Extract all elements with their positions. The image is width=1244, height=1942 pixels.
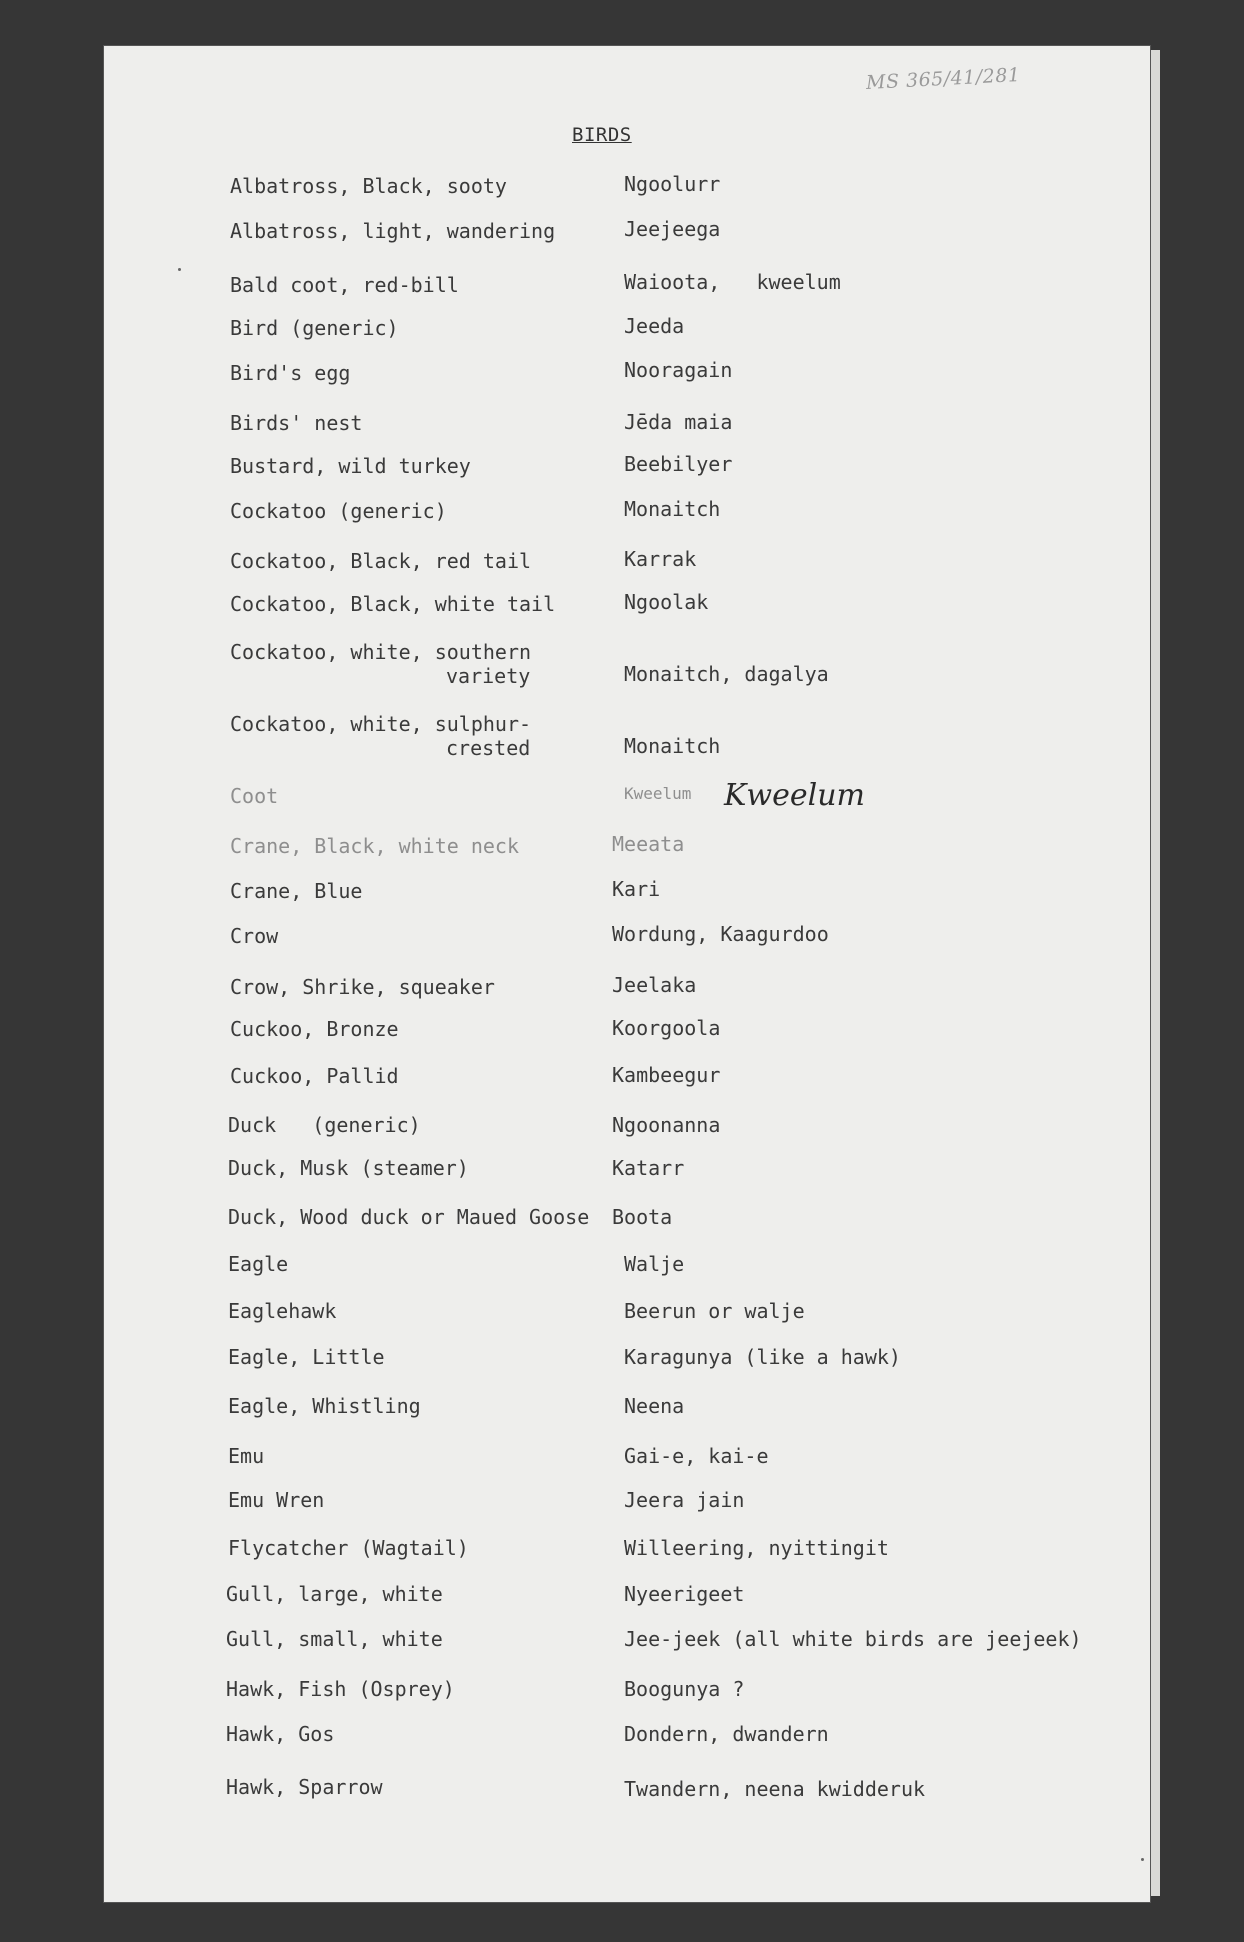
- entry-translation: Willeering, nyittingit: [624, 1536, 889, 1560]
- entry-term: Emu Wren: [228, 1488, 325, 1512]
- archive-reference: MS 365/41/281: [865, 63, 1022, 95]
- entry-term: Crow, Shrike, squeaker: [230, 975, 495, 999]
- page-heading: BIRDS: [572, 124, 632, 146]
- entry-term: Cockatoo, Black, white tail: [230, 592, 556, 616]
- entry-translation: Jeera jain: [624, 1488, 745, 1512]
- entry-translation: Ngoolak: [624, 590, 709, 614]
- entry-term: Cockatoo (generic): [230, 499, 447, 523]
- entry-term: Hawk, Gos: [226, 1722, 335, 1746]
- entry-translation: Katarr: [612, 1156, 685, 1180]
- entry-term: Crane, Blue: [230, 879, 363, 903]
- entry-term: Flycatcher (Wagtail): [228, 1536, 469, 1560]
- entry-translation: Dondern, dwandern: [624, 1722, 829, 1746]
- entry-translation: Meeata: [612, 832, 685, 856]
- entry-term: Duck, Wood duck or Maued Goose: [228, 1205, 590, 1229]
- entry-translation: Nooragain: [624, 358, 733, 382]
- entry-term: Eagle: [228, 1252, 289, 1276]
- paper-speck: [178, 268, 181, 271]
- entry-term: Hawk, Sparrow: [226, 1775, 383, 1799]
- entry-translation: Monaitch: [624, 497, 721, 521]
- entry-term-continuation: variety: [446, 664, 531, 688]
- entry-translation: Walje: [624, 1252, 685, 1276]
- entry-term: Eaglehawk: [228, 1299, 337, 1323]
- entry-term: Emu: [228, 1444, 265, 1468]
- entry-translation: Ngoonanna: [612, 1113, 721, 1137]
- entry-term: Cuckoo, Pallid: [230, 1064, 399, 1088]
- entry-translation: Twandern, neena kwidderuk: [624, 1777, 926, 1801]
- entry-term: Gull, small, white: [226, 1627, 443, 1651]
- entry-translation: Jeeda: [624, 314, 685, 338]
- entry-term: Albatross, light, wandering: [230, 219, 556, 243]
- entry-term: Bird's egg: [230, 361, 351, 385]
- entry-translation: Boota: [612, 1205, 673, 1229]
- entry-term: Eagle, Little: [228, 1345, 385, 1369]
- entry-translation: Waioota, kweelum: [624, 270, 841, 294]
- entry-term: Cuckoo, Bronze: [230, 1017, 399, 1041]
- entry-translation: Kweelum: [624, 784, 692, 803]
- entry-translation: Ngoolurr: [624, 172, 721, 196]
- entry-term: Bald coot, red-bill: [230, 273, 459, 297]
- entry-translation: Karrak: [624, 547, 697, 571]
- entry-translation: Jeejeega: [624, 217, 721, 241]
- entry-translation: Karagunya (like a hawk): [624, 1345, 901, 1369]
- entry-term: Crane, Black, white neck: [230, 834, 519, 858]
- entry-term: Birds' nest: [230, 411, 363, 435]
- entry-translation: Kari: [612, 877, 661, 901]
- entry-term: Cockatoo, Black, red tail: [230, 549, 532, 573]
- handwritten-correction: Kweelum: [724, 778, 865, 813]
- entry-term: Crow: [230, 924, 279, 948]
- entry-translation: Monaitch: [624, 734, 721, 758]
- entry-term: Coot: [230, 784, 279, 808]
- entry-term: Cockatoo, white, southern: [230, 640, 532, 664]
- paper-speck: [1141, 1858, 1144, 1861]
- entry-translation: Monaitch, dagalya: [624, 662, 829, 686]
- entry-term: Bird (generic): [230, 316, 399, 340]
- entry-translation: Beerun or walje: [624, 1299, 805, 1323]
- entry-translation: Nyeerigeet: [624, 1582, 745, 1606]
- entry-term: Duck, Musk (steamer): [228, 1156, 469, 1180]
- entry-translation: Koorgoola: [612, 1016, 721, 1040]
- entry-term: Duck (generic): [228, 1113, 421, 1137]
- entry-term: Bustard, wild turkey: [230, 454, 471, 478]
- entry-translation: Gai-e, kai-e: [624, 1444, 769, 1468]
- entry-translation: Kambeegur: [612, 1063, 721, 1087]
- entry-translation: Beebilyer: [624, 452, 733, 476]
- entry-translation: Boogunya ?: [624, 1677, 745, 1701]
- entry-translation: Jee-jeek (all white birds are jeejeek): [624, 1627, 1082, 1651]
- entry-term-continuation: crested: [446, 736, 531, 760]
- entry-translation: Neena: [624, 1394, 685, 1418]
- entry-translation: Wordung, Kaagurdoo: [612, 922, 829, 946]
- entry-translation: Jeelaka: [612, 973, 697, 997]
- entry-translation: Jēda maia: [624, 410, 733, 434]
- entry-term: Albatross, Black, sooty: [230, 174, 507, 198]
- entry-term: Cockatoo, white, sulphur-: [230, 712, 532, 736]
- entry-term: Hawk, Fish (Osprey): [226, 1677, 455, 1701]
- entry-term: Gull, large, white: [226, 1582, 443, 1606]
- entry-term: Eagle, Whistling: [228, 1394, 421, 1418]
